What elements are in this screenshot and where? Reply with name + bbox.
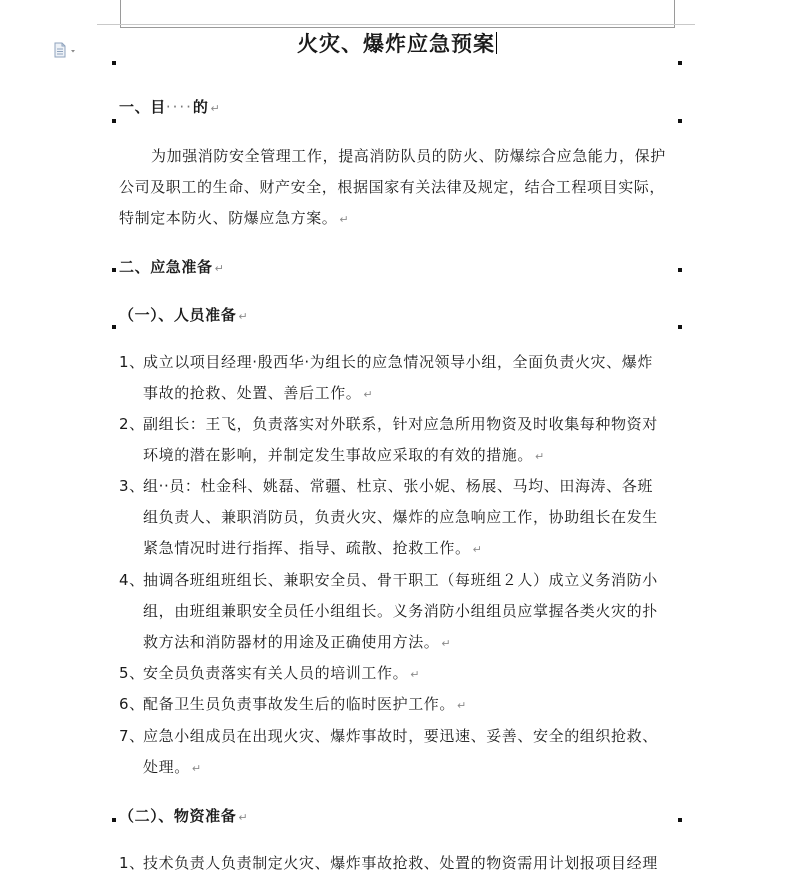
section-heading-purpose[interactable]: 一、目····的 ↵	[119, 98, 221, 116]
paragraph-marker	[678, 119, 682, 123]
document-page: 火灾、爆炸应急预案 一、目····的 ↵ 为加强消防安全管理工作，提高消防队员的防火、防爆综合应急能力，保护 公司及职工的生命、财产安全，根据国家有关法律及规定，结合工程项目实际， 特制定本防火、防爆应急方案。 ↵ 二、应急准备 ↵ （一）、人员准备 ↵ 1、 成立以项目经理·殷西华·为组长的应急情况领导小组，全面负责火灾、爆炸 事故的抢救、处置、善后工作。 ↵ 2、 副组长：王飞，负责落实对外联系，针对应急所用物资及时收集每种物资对 环境的潜在影响，并制定发生事故应采取的有效的措施。 ↵ 3、 组··员：杜金科、姚磊、常疆、杜京、张小妮、杨展、马均、田海涛、各班 组负责人、兼职消防员，负责火灾、爆炸的应急响应工作，协助组长在发生 紧急情况时进行指挥、指导、疏散、抢救工作。 ↵ 4、 抽调各班组班组长、兼职安全员、骨干职工（每班组２人）成立义务消防小 组，由班组兼职安全员任小组组长。义务消防小组组员应掌握各类火灾的扑 救方法和消防器材的用途及正确使用方法。 ↵ 5、 安全员负责落实有关人员的培训工作。 ↵ 6、 配备卫生员负责事故发生后的临时医护工作。 ↵ 7、 应急小组成员在出现火灾、爆炸事故时，要迅速、妥善、安全的组织抢救、 处理。 ↵ （二）、物资准备 ↵ 1、 技术负责人负责制定火灾、爆炸事故抢救、处置的物资需用计划报项目经理	[0, 0, 794, 880]
paragraph-marker	[678, 818, 682, 822]
section-heading-preparation[interactable]: 二、应急准备 ↵	[119, 258, 225, 276]
paragraph-line[interactable]: 特制定本防火、防爆应急方案。 ↵	[119, 209, 350, 227]
paragraph-marker	[678, 61, 682, 65]
subsection-heading-materials[interactable]: （二）、物资准备 ↵	[119, 807, 249, 825]
paragraph-line[interactable]: 公司及职工的生命、财产安全，根据国家有关法律及规定，结合工程项目实际，	[119, 178, 666, 196]
paragraph-marker	[112, 61, 116, 65]
paragraph-marker	[678, 268, 682, 272]
paragraph-line[interactable]: 为加强消防安全管理工作，提高消防队员的防火、防爆综合应急能力，保护	[151, 147, 666, 165]
text-caret	[496, 32, 497, 54]
paragraph-marker	[112, 268, 116, 272]
paragraph-marker	[112, 818, 116, 822]
paragraph-marker	[112, 119, 116, 123]
paragraph-marker	[678, 325, 682, 329]
page-top-line	[97, 24, 695, 25]
document-title[interactable]: 火灾、爆炸应急预案	[297, 32, 495, 56]
subsection-heading-personnel[interactable]: （一）、人员准备 ↵	[119, 306, 249, 324]
paragraph-marker	[112, 325, 116, 329]
